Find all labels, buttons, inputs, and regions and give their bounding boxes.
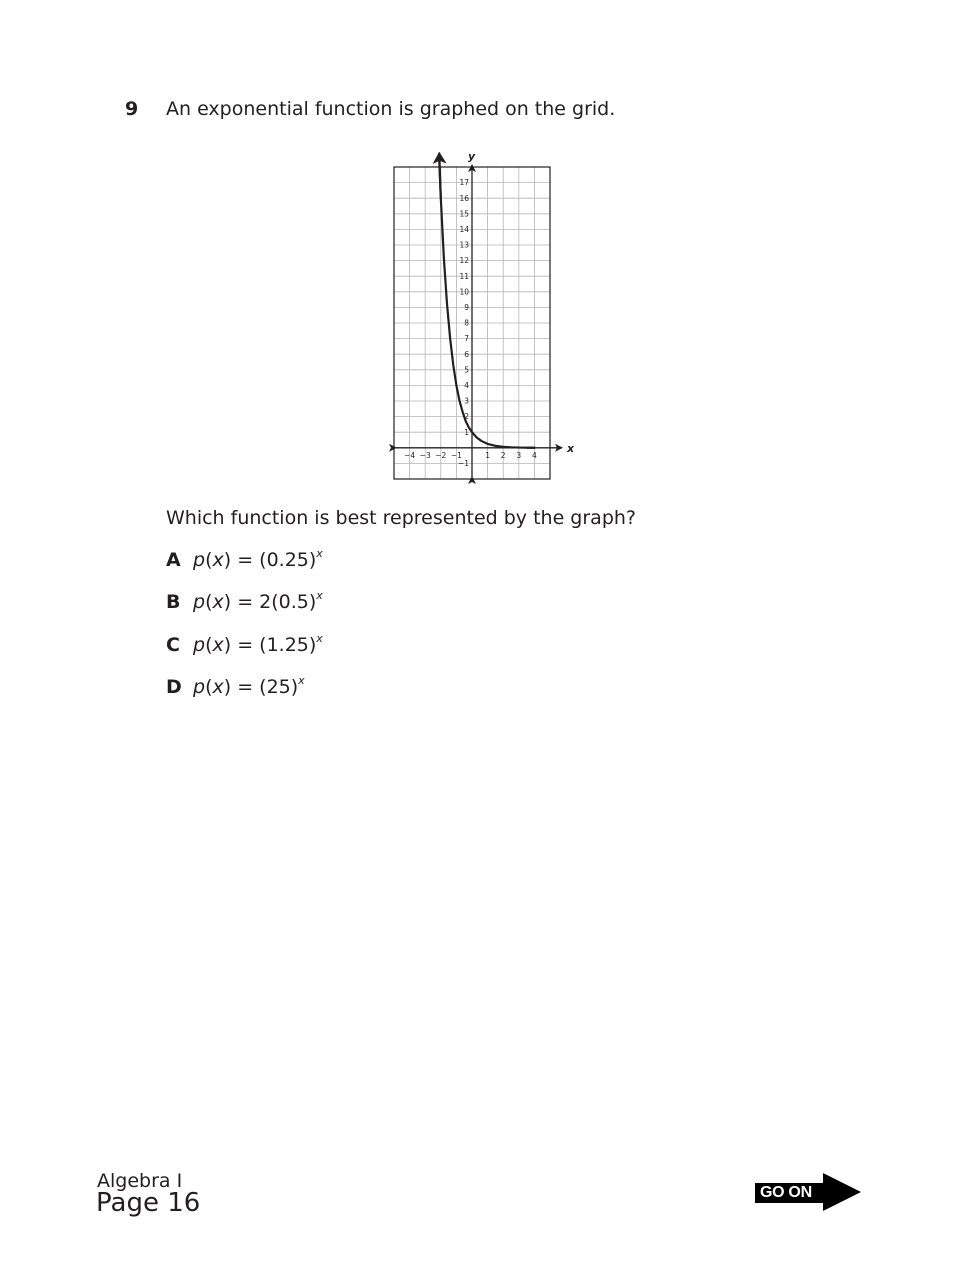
x-tick-label: −1 <box>450 450 462 460</box>
exponent: x <box>316 632 323 645</box>
y-tick-label: 7 <box>464 334 469 344</box>
y-tick-label: 10 <box>459 287 469 297</box>
exponent: x <box>316 547 323 560</box>
footer-subject: Algebra I <box>97 1170 183 1192</box>
y-tick-label: 16 <box>459 193 469 203</box>
y-tick-label: 6 <box>464 349 469 359</box>
x-tick-label: −2 <box>435 450 447 460</box>
x-axis-label: x <box>567 441 574 455</box>
choice-a[interactable]: A $p(x) = (0.25)^x$ <box>166 547 323 571</box>
function-variable: x <box>212 676 224 698</box>
function-rule: = (25) <box>231 676 299 698</box>
x-tick-label: 2 <box>500 450 506 460</box>
choice-c[interactable]: C $p(x) = (1.25)^x$ <box>166 632 323 656</box>
question-number: 9 <box>125 98 139 120</box>
function-name: p <box>193 676 206 698</box>
y-tick-label: 5 <box>464 365 469 375</box>
y-tick-label: 12 <box>459 256 469 266</box>
y-tick-label: 3 <box>464 396 469 406</box>
y-tick-label: 2 <box>464 412 469 422</box>
exponential-curve <box>439 161 534 448</box>
y-axis-label: y <box>468 150 476 163</box>
exponent: x <box>316 589 323 602</box>
y-tick-label: 13 <box>459 240 469 250</box>
y-tick-label: 8 <box>464 318 469 328</box>
function-name: p <box>193 634 206 656</box>
y-tick-label: 15 <box>459 209 469 219</box>
y-tick-label: −1 <box>457 459 469 468</box>
choice-letter: B <box>166 591 181 613</box>
go-on-label: GO ON <box>760 1184 812 1201</box>
y-tick-label: 4 <box>464 381 469 390</box>
x-tick-label: −3 <box>419 450 431 460</box>
exponent: x <box>298 674 305 687</box>
y-tick-label: 9 <box>464 303 469 312</box>
go-on-arrow <box>755 1173 863 1213</box>
function-variable: x <box>212 634 224 656</box>
curve-arrow-top <box>439 153 441 198</box>
function-rule: = (1.25) <box>231 634 317 656</box>
x-tick-label: −4 <box>404 450 416 460</box>
choice-letter: D <box>166 676 182 698</box>
choice-letter: A <box>166 549 181 571</box>
choice-letter: C <box>166 634 180 656</box>
question-stem: An exponential function is graphed on the grid. <box>166 98 616 120</box>
function-name: p <box>193 591 206 613</box>
function-rule: = (0.25) <box>231 549 317 571</box>
y-tick-label: 14 <box>459 225 469 234</box>
function-rule: = 2(0.5) <box>231 591 317 613</box>
x-tick-label: 3 <box>516 450 522 460</box>
y-tick-label: 17 <box>459 178 469 188</box>
function-variable: x <box>212 591 224 613</box>
footer-page-number: Page 16 <box>96 1188 201 1218</box>
choice-b[interactable]: B $p(x) = 2(0.5)^x$ <box>166 589 323 613</box>
x-tick-label: 1 <box>485 450 490 460</box>
y-tick-label: 1 <box>464 427 469 437</box>
question-prompt: Which function is best represented by the graph? <box>166 507 637 529</box>
function-variable: x <box>212 549 224 571</box>
function-name: p <box>193 549 206 571</box>
x-tick-label: 4 <box>532 450 537 460</box>
choice-d[interactable]: D $p(x) = (25)^x$ <box>166 674 305 698</box>
y-tick-label: 11 <box>459 271 469 281</box>
exponential-graph <box>384 146 574 486</box>
arrow-right-icon <box>823 1173 861 1211</box>
